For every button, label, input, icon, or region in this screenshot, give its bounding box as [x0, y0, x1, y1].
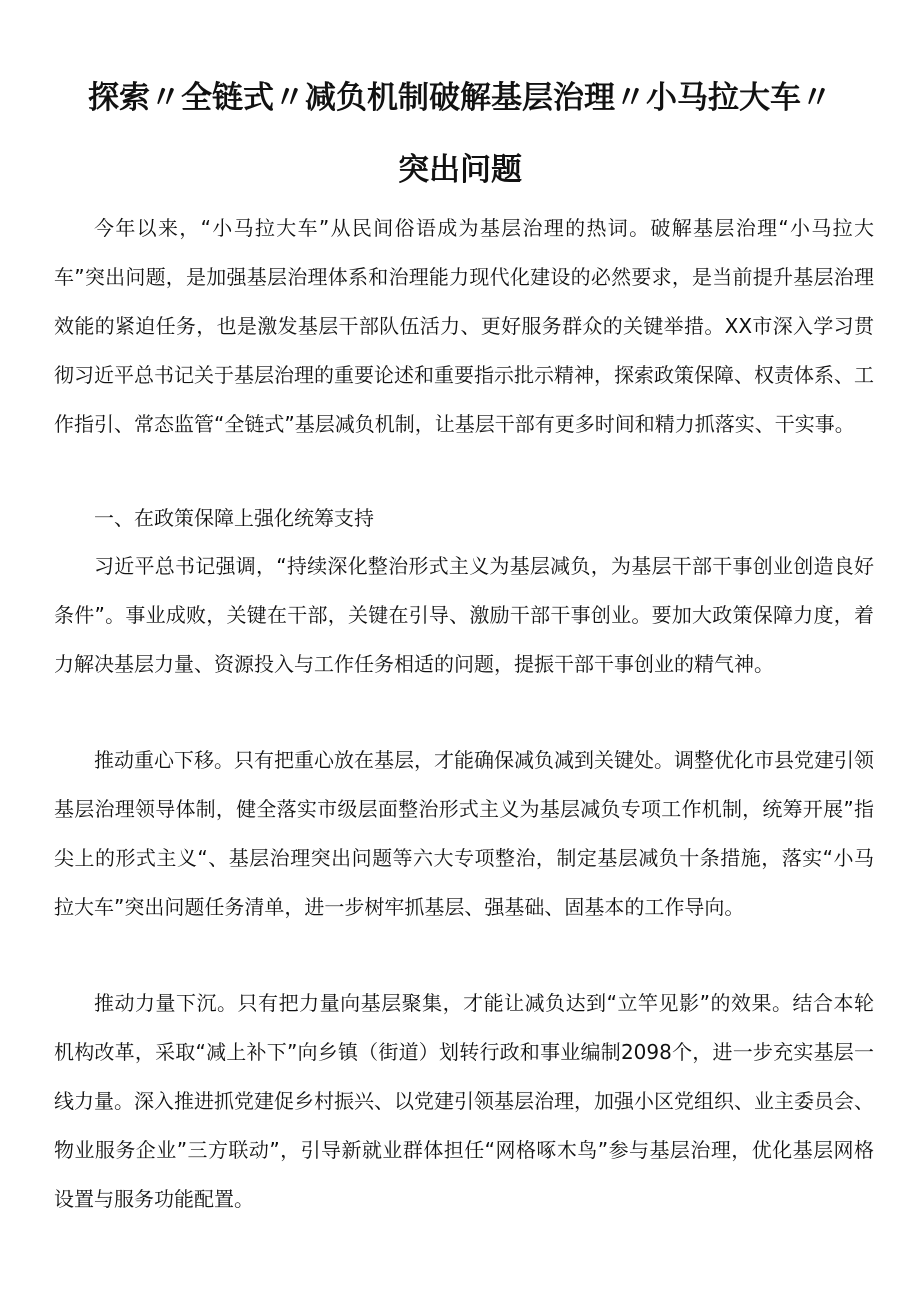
document-title-line-2: 突出问题: [398, 152, 522, 188]
section-heading-1: 一、在政策保障上强化统筹支持: [94, 506, 374, 530]
section-1-paragraph-3: 推动力量下沉。只有把力量向基层聚集，才能让减负达到“立竿见影”的效果。结合本轮机构改革，采取“减上补下”向乡镇（街道）划转行政和事业编制2098个，进一步充实基层一线力量。深入推进抓党建促乡村振兴、以党建引领基层治理，加强小区党组织、业主委员会、物业服务企业”三方联动”，引导新就业群体担任“网格啄木鸟”参与基层治理，优化基层网格设置与服务功能配置。: [54, 991, 874, 1211]
intro-paragraph: 今年以来，“小马拉大车”从民间俗语成为基层治理的热词。破解基层治理“小马拉大车”突出问题，是加强基层治理体系和治理能力现代化建设的必然要求，是当前提升基层治理效能的紧迫任务，也是激发基层干部队伍活力、更好服务群众的关键举措。XX市深入学习贯彻习近平总书记关于基层治理的重要论述和重要指示批示精神，探索政策保障、权责体系、工作指引、常态监管“全链式”基层减负机制，让基层干部有更多时间和精力抓落实、干实事。: [54, 216, 874, 436]
section-1-paragraph-2: 推动重心下移。只有把重心放在基层，才能确保减负减到关键处。调整优化市县党建引领基层治理领导体制，健全落实市级层面整治形式主义为基层减负专项工作机制，统筹开展”指尖上的形式主义“、基层治理突出问题等六大专项整治，制定基层减负十条措施，落实“小马拉大车”突出问题任务清单，进一步树牢抓基层、强基础、固基本的工作导向。: [54, 748, 874, 919]
document-title-line-1: 探索〃全链式〃减负机制破解基层治理〃小马拉大车〃: [88, 80, 832, 116]
section-1-paragraph-1: 习近平总书记强调，“持续深化整治形式主义为基层减负，为基层干部干事创业创造良好条件”。事业成败，关键在干部，关键在引导、激励干部干事创业。要加大政策保障力度，着力解决基层力量、资源投入与工作任务相适的问题，提振干部干事创业的精气神。: [54, 554, 874, 676]
